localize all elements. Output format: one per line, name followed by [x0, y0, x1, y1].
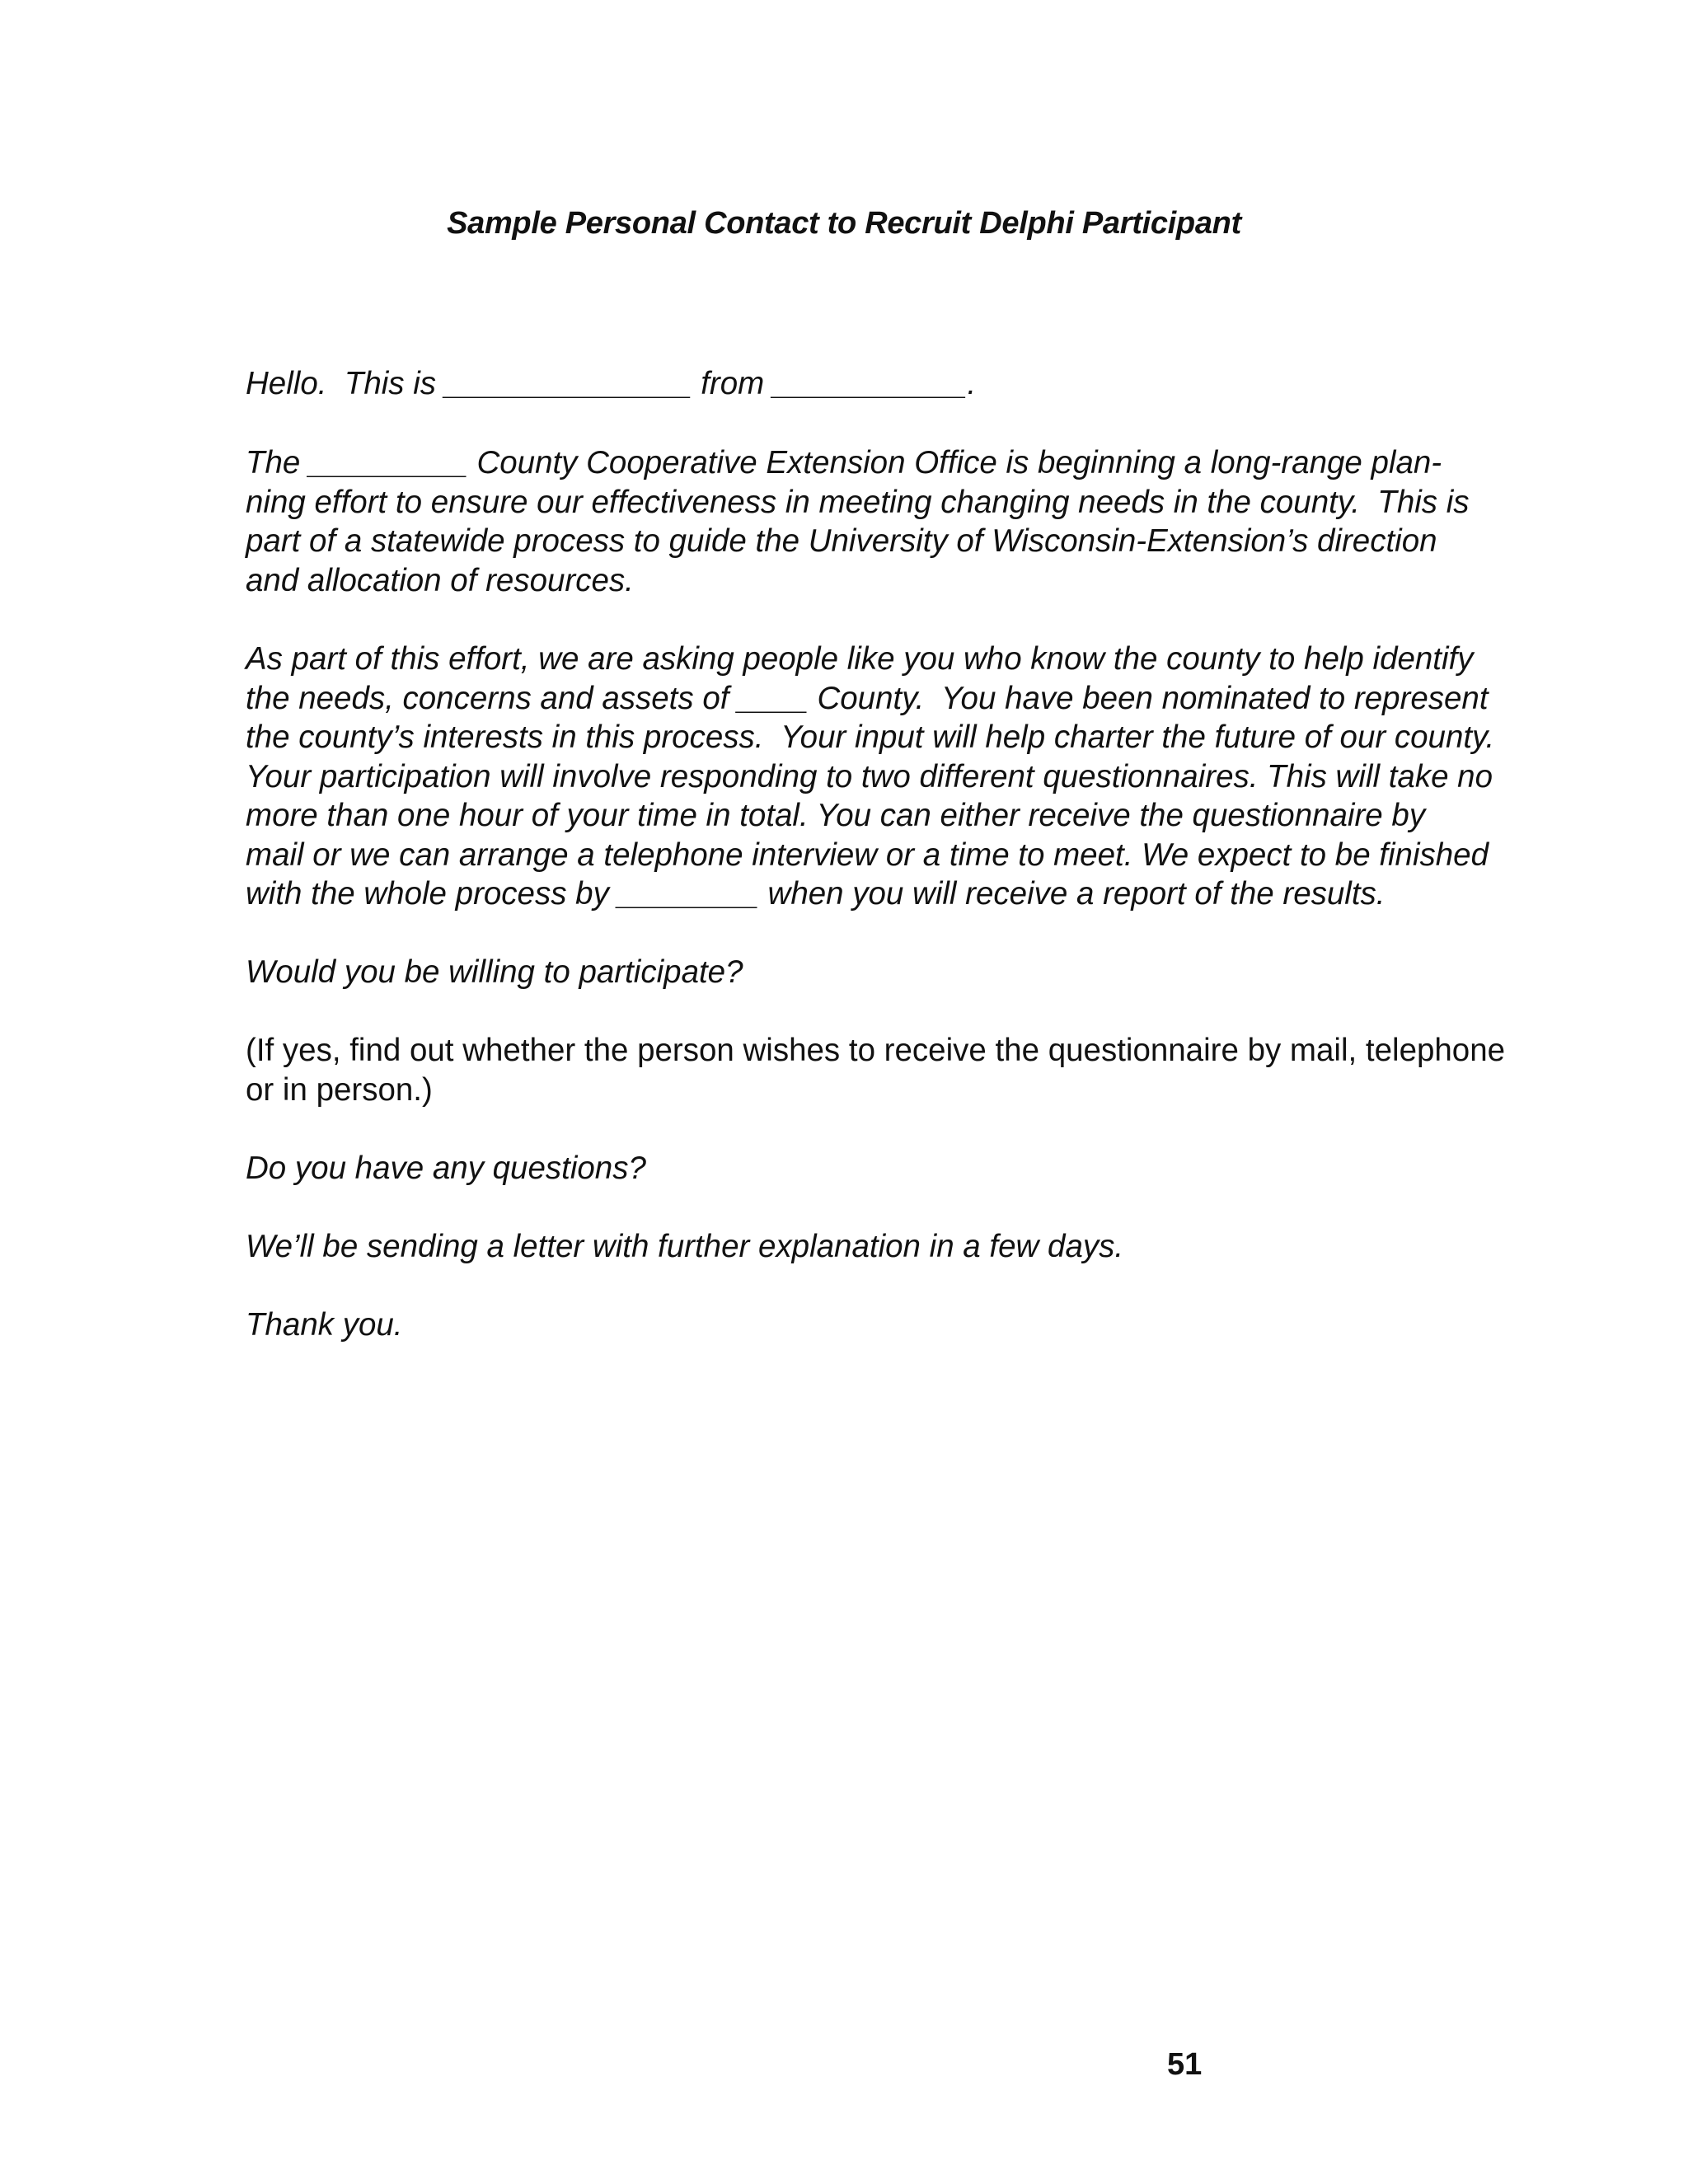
effort-paragraph: As part of this effort, we are asking people like you who know the county to help identify the needs, concerns and assets of ____ County. You have been nominated to represent the county’s interests in this process. Your input will help charter the future of our county. Your participation will involve responding to two different questionnaires. This will take no more than one hour of your time in total. You can either receive the questionnaire by mail or we can arrange a telephone interview or a time to meet. We expect to be finished with the whole process by ________ when you will receive a report of the results. [246, 641, 1495, 912]
intro-paragraph: The _________ County Cooperative Extension Office is beginning a long-range plan- ning effort to ensure our effectiveness in meeting changing needs in the county. This is part of a statewide process to guide the University of Wisconsin-Extension’s direction and allocation of resources. [246, 445, 1470, 598]
greeting-paragraph: Hello. This is ______________ from ___________. [246, 366, 977, 401]
questions-prompt: Do you have any questions? [246, 1151, 646, 1186]
willing-question: Would you be willing to participate? [246, 954, 743, 990]
document-title: Sample Personal Contact to Recruit Delphi Participant [447, 206, 1241, 241]
closing-thanks: Thank you. [246, 1307, 403, 1343]
page-number: 51 [1167, 2047, 1203, 2082]
letter-notice: We’ll be sending a letter with further explanation in a few days. [246, 1229, 1124, 1264]
instruction-note: (If yes, find out whether the person wishes to receive the questionnaire by mail, telephone or in person.) [246, 1033, 1506, 1108]
